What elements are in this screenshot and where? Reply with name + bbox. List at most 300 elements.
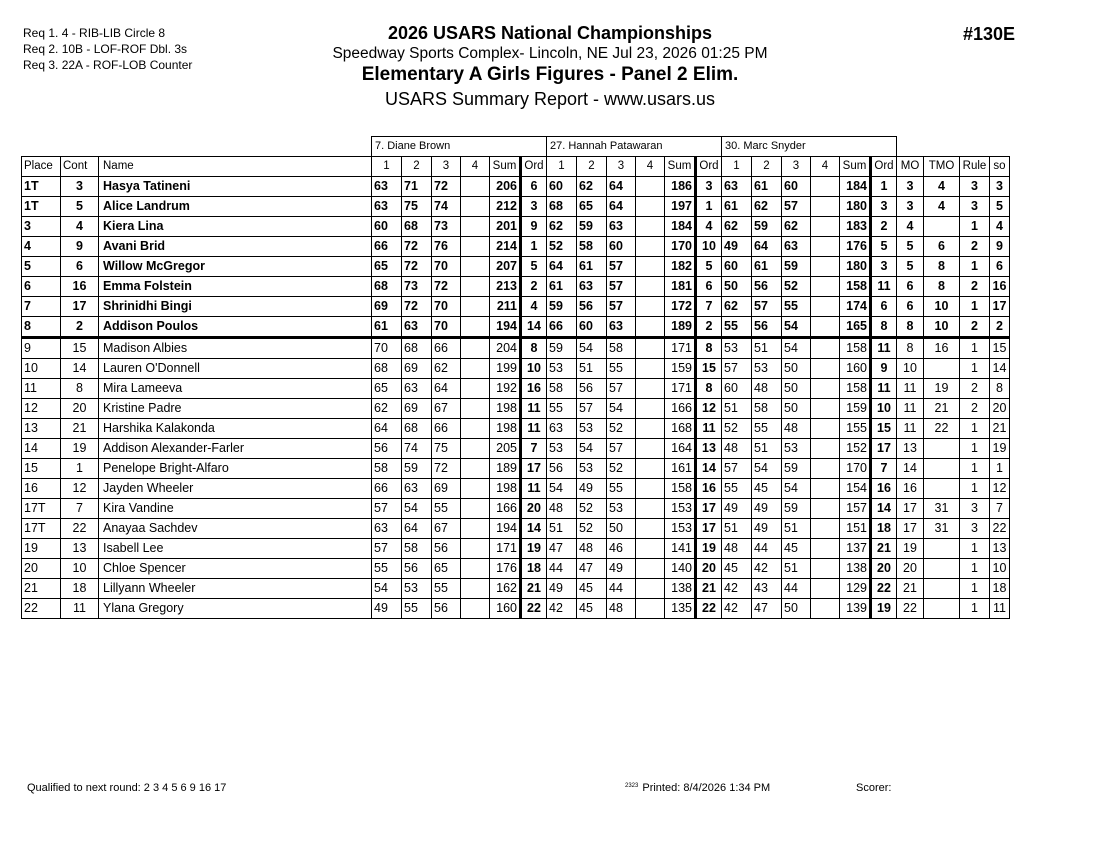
mo-cell: 11 xyxy=(897,419,924,439)
judge-2-score-2-cell: 56 xyxy=(577,297,607,317)
judge-3-score-4-cell xyxy=(811,539,840,559)
judge-1-ordinal-cell: 18 xyxy=(521,559,547,579)
judge-2-score-2-cell: 52 xyxy=(577,519,607,539)
name-cell: Lillyann Wheeler xyxy=(99,579,372,599)
judge-1-score-3-cell: 70 xyxy=(432,257,461,277)
place-cell: 8 xyxy=(22,317,61,338)
table-row xyxy=(22,399,1010,419)
judge-3-score-3-cell: 44 xyxy=(782,579,811,599)
judge-2-sum-cell: 170 xyxy=(665,237,696,257)
table-row xyxy=(22,479,1010,499)
judge-1-score-2-cell: 53 xyxy=(402,579,432,599)
mo-cell: 21 xyxy=(897,579,924,599)
mo-cell: 3 xyxy=(897,197,924,217)
judge-3-ordinal-cell: 21 xyxy=(871,539,897,559)
rule-cell: 1 xyxy=(960,439,990,459)
table-row xyxy=(22,459,1010,479)
judge-1-score-3-cell: 62 xyxy=(432,359,461,379)
judge-2-score-3-cell: 55 xyxy=(607,479,636,499)
judge-1-score-4-cell xyxy=(461,439,490,459)
judge-3-sum-cell: 183 xyxy=(840,217,871,237)
requirement-3: Req 3. 22A - ROF-LOB Counter xyxy=(23,58,193,72)
judge-2-ordinal-cell: 7 xyxy=(696,297,722,317)
judge-3-score-2-cell: 48 xyxy=(752,379,782,399)
judge-2-sum-cell: 153 xyxy=(665,519,696,539)
judge-1-score-4-cell xyxy=(461,297,490,317)
judge-1-score-2-cell: 64 xyxy=(402,519,432,539)
judge-3-ordinal-cell: 10 xyxy=(871,399,897,419)
scorer-label: Scorer: xyxy=(856,782,892,794)
tmo-cell xyxy=(924,217,960,237)
place-cell: 15 xyxy=(22,459,61,479)
col-judge-1-3: 3 xyxy=(432,157,461,177)
judge-1-score-4-cell xyxy=(461,579,490,599)
rule-cell: 1 xyxy=(960,579,990,599)
judge-1-score-3-cell: 76 xyxy=(432,237,461,257)
place-cell: 13 xyxy=(22,419,61,439)
judge-1-ordinal-cell: 10 xyxy=(521,359,547,379)
judge-1-score-2-cell: 63 xyxy=(402,317,432,338)
judge-2-score-2-cell: 57 xyxy=(577,399,607,419)
judge-2-ordinal-cell: 15 xyxy=(696,359,722,379)
scores-table xyxy=(21,136,1010,619)
judge-1-score-2-cell: 72 xyxy=(402,297,432,317)
col-judge-3-ord: Ord xyxy=(871,157,897,177)
judge-1-ordinal-cell: 8 xyxy=(521,338,547,359)
judge-3-score-3-cell: 50 xyxy=(782,379,811,399)
judge-1-ordinal-cell: 3 xyxy=(521,197,547,217)
judge-1-score-1-cell: 70 xyxy=(372,338,402,359)
judge-2-sum-cell: 135 xyxy=(665,599,696,619)
place-cell: 17T xyxy=(22,519,61,539)
judge-2-ordinal-cell: 10 xyxy=(696,237,722,257)
tmo-cell xyxy=(924,439,960,459)
judge-3-score-4-cell xyxy=(811,277,840,297)
judge-2-score-3-cell: 49 xyxy=(607,559,636,579)
judge-1-score-1-cell: 65 xyxy=(372,257,402,277)
judge-2-score-3-cell: 54 xyxy=(607,399,636,419)
judge-1-score-1-cell: 57 xyxy=(372,499,402,519)
judge-2-score-1-cell: 59 xyxy=(547,297,577,317)
judge-3-score-4-cell xyxy=(811,359,840,379)
judge-1-ordinal-cell: 5 xyxy=(521,257,547,277)
judge-2-ordinal-cell: 13 xyxy=(696,439,722,459)
judge-1-sum-cell: 198 xyxy=(490,479,521,499)
judge-1-sum-cell: 213 xyxy=(490,277,521,297)
mo-cell: 22 xyxy=(897,599,924,619)
mo-cell: 6 xyxy=(897,297,924,317)
judge-1-score-1-cell: 62 xyxy=(372,399,402,419)
judge-1-sum-cell: 207 xyxy=(490,257,521,277)
name-cell: Chloe Spencer xyxy=(99,559,372,579)
tmo-cell: 22 xyxy=(924,419,960,439)
name-cell: Hasya Tatineni xyxy=(99,177,372,197)
judge-1-score-1-cell: 69 xyxy=(372,297,402,317)
judge-2-score-4-cell xyxy=(636,459,665,479)
table-row xyxy=(22,317,1010,338)
judge-2-score-2-cell: 53 xyxy=(577,419,607,439)
judge-3-ordinal-cell: 1 xyxy=(871,177,897,197)
judge-1-score-3-cell: 67 xyxy=(432,519,461,539)
judge-3-score-1-cell: 53 xyxy=(722,338,752,359)
judge-2-sum-cell: 140 xyxy=(665,559,696,579)
judge-3-sum-cell: 170 xyxy=(840,459,871,479)
name-cell: Addison Poulos xyxy=(99,317,372,338)
judge-1-name: 7. Diane Brown xyxy=(372,137,547,157)
place-cell: 3 xyxy=(22,217,61,237)
judge-2-ordinal-cell: 12 xyxy=(696,399,722,419)
table-row xyxy=(22,419,1010,439)
judge-3-score-2-cell: 64 xyxy=(752,237,782,257)
judge-3-score-4-cell xyxy=(811,338,840,359)
judge-3-score-1-cell: 60 xyxy=(722,379,752,399)
judge-3-score-2-cell: 61 xyxy=(752,257,782,277)
so-cell: 6 xyxy=(990,257,1010,277)
cont-cell: 21 xyxy=(61,419,99,439)
judge-3-name: 30. Marc Snyder xyxy=(722,137,897,157)
judge-1-score-3-cell: 69 xyxy=(432,479,461,499)
name-cell: Mira Lameeva xyxy=(99,379,372,399)
judge-1-score-3-cell: 56 xyxy=(432,539,461,559)
judge-2-score-3-cell: 57 xyxy=(607,257,636,277)
judge-3-score-2-cell: 57 xyxy=(752,297,782,317)
tmo-cell: 31 xyxy=(924,519,960,539)
judge-2-score-2-cell: 63 xyxy=(577,277,607,297)
judge-3-score-1-cell: 49 xyxy=(722,499,752,519)
judge-3-score-2-cell: 47 xyxy=(752,599,782,619)
rule-cell: 2 xyxy=(960,399,990,419)
judge-2-score-3-cell: 50 xyxy=(607,519,636,539)
judge-3-sum-cell: 154 xyxy=(840,479,871,499)
col-judge-2-2: 2 xyxy=(577,157,607,177)
judge-3-score-4-cell xyxy=(811,197,840,217)
mo-cell: 11 xyxy=(897,399,924,419)
judge-3-score-1-cell: 62 xyxy=(722,217,752,237)
print-info xyxy=(625,782,770,794)
judge-2-score-2-cell: 45 xyxy=(577,579,607,599)
judge-3-score-1-cell: 52 xyxy=(722,419,752,439)
tmo-cell: 8 xyxy=(924,257,960,277)
judge-1-sum-cell: 194 xyxy=(490,317,521,338)
judge-3-score-1-cell: 55 xyxy=(722,317,752,338)
judge-2-score-4-cell xyxy=(636,359,665,379)
judge-3-score-1-cell: 42 xyxy=(722,599,752,619)
judge-2-score-3-cell: 60 xyxy=(607,237,636,257)
cont-cell: 18 xyxy=(61,579,99,599)
judge-2-score-4-cell xyxy=(636,217,665,237)
judge-1-score-4-cell xyxy=(461,479,490,499)
judge-2-sum-cell: 181 xyxy=(665,277,696,297)
name-cell: Kristine Padre xyxy=(99,399,372,419)
judge-3-sum-cell: 176 xyxy=(840,237,871,257)
judge-2-score-4-cell xyxy=(636,419,665,439)
judge-3-sum-cell: 137 xyxy=(840,539,871,559)
judge-1-score-1-cell: 56 xyxy=(372,439,402,459)
so-cell: 22 xyxy=(990,519,1010,539)
tmo-cell xyxy=(924,359,960,379)
place-cell: 7 xyxy=(22,297,61,317)
judge-2-score-2-cell: 61 xyxy=(577,257,607,277)
judge-2-sum-cell: 184 xyxy=(665,217,696,237)
judge-3-ordinal-cell: 18 xyxy=(871,519,897,539)
judge-3-score-4-cell xyxy=(811,177,840,197)
judge-2-score-4-cell xyxy=(636,338,665,359)
place-cell: 11 xyxy=(22,379,61,399)
cont-cell: 12 xyxy=(61,479,99,499)
judge-1-score-4-cell xyxy=(461,599,490,619)
table-row xyxy=(22,359,1010,379)
cont-cell: 20 xyxy=(61,399,99,419)
judge-1-ordinal-cell: 7 xyxy=(521,439,547,459)
table-row xyxy=(22,379,1010,399)
judge-1-sum-cell: 204 xyxy=(490,338,521,359)
judge-2-score-4-cell xyxy=(636,237,665,257)
place-cell: 1T xyxy=(22,177,61,197)
judge-2-ordinal-cell: 2 xyxy=(696,317,722,338)
judge-1-score-4-cell xyxy=(461,539,490,559)
judge-1-score-3-cell: 70 xyxy=(432,297,461,317)
judge-1-score-2-cell: 54 xyxy=(402,499,432,519)
judge-1-sum-cell: 211 xyxy=(490,297,521,317)
cont-cell: 5 xyxy=(61,197,99,217)
judge-1-score-1-cell: 68 xyxy=(372,277,402,297)
cont-cell: 11 xyxy=(61,599,99,619)
tmo-cell: 31 xyxy=(924,499,960,519)
judge-1-score-4-cell xyxy=(461,197,490,217)
so-cell: 2 xyxy=(990,317,1010,338)
judge-1-score-3-cell: 66 xyxy=(432,419,461,439)
judge-1-ordinal-cell: 14 xyxy=(521,519,547,539)
place-cell: 19 xyxy=(22,539,61,559)
judge-2-sum-cell: 171 xyxy=(665,338,696,359)
judge-3-sum-cell: 158 xyxy=(840,338,871,359)
judge-1-score-3-cell: 65 xyxy=(432,559,461,579)
judge-1-ordinal-cell: 11 xyxy=(521,479,547,499)
judge-2-score-1-cell: 64 xyxy=(547,257,577,277)
judge-1-score-4-cell xyxy=(461,217,490,237)
tmo-cell: 16 xyxy=(924,338,960,359)
judge-3-score-4-cell xyxy=(811,257,840,277)
judge-3-score-3-cell: 48 xyxy=(782,419,811,439)
judge-3-score-2-cell: 49 xyxy=(752,499,782,519)
qualified-list: Qualified to next round: 2 3 4 5 6 9 16 17 xyxy=(27,782,227,794)
judge-1-sum-cell: 212 xyxy=(490,197,521,217)
judge-3-ordinal-cell: 11 xyxy=(871,277,897,297)
judge-1-score-1-cell: 55 xyxy=(372,559,402,579)
judge-1-ordinal-cell: 21 xyxy=(521,579,547,599)
judge-1-score-2-cell: 59 xyxy=(402,459,432,479)
name-cell: Avani Brid xyxy=(99,237,372,257)
judge-1-ordinal-cell: 17 xyxy=(521,459,547,479)
so-cell: 4 xyxy=(990,217,1010,237)
judge-1-ordinal-cell: 16 xyxy=(521,379,547,399)
judge-3-score-4-cell xyxy=(811,499,840,519)
table-row xyxy=(22,539,1010,559)
col-judge-1-ord: Ord xyxy=(521,157,547,177)
judge-1-ordinal-cell: 6 xyxy=(521,177,547,197)
judge-3-score-3-cell: 60 xyxy=(782,177,811,197)
col-judge-1-2: 2 xyxy=(402,157,432,177)
judge-1-score-1-cell: 63 xyxy=(372,177,402,197)
so-cell: 16 xyxy=(990,277,1010,297)
table-row xyxy=(22,197,1010,217)
place-cell: 21 xyxy=(22,579,61,599)
judge-2-score-4-cell xyxy=(636,439,665,459)
col-judge-1-sum: Sum xyxy=(490,157,521,177)
judge-2-sum-cell: 197 xyxy=(665,197,696,217)
judge-1-score-2-cell: 56 xyxy=(402,559,432,579)
mo-cell: 17 xyxy=(897,499,924,519)
mo-cell: 20 xyxy=(897,559,924,579)
championship-title: 2026 USARS National Championships xyxy=(387,23,713,43)
so-cell: 7 xyxy=(990,499,1010,519)
name-cell: Emma Folstein xyxy=(99,277,372,297)
judge-3-score-4-cell xyxy=(811,297,840,317)
judge-3-ordinal-cell: 19 xyxy=(871,599,897,619)
judge-3-sum-cell: 180 xyxy=(840,257,871,277)
judge-2-score-1-cell: 62 xyxy=(547,217,577,237)
judge-3-score-1-cell: 61 xyxy=(722,197,752,217)
print-code: 2323 xyxy=(625,783,639,789)
mo-cell: 16 xyxy=(897,479,924,499)
rule-cell: 1 xyxy=(960,599,990,619)
judge-1-ordinal-cell: 2 xyxy=(521,277,547,297)
judge-1-score-2-cell: 73 xyxy=(402,277,432,297)
so-cell: 1 xyxy=(990,459,1010,479)
judge-1-score-4-cell xyxy=(461,338,490,359)
judge-3-score-1-cell: 62 xyxy=(722,297,752,317)
judge-1-ordinal-cell: 1 xyxy=(521,237,547,257)
judge-2-score-1-cell: 52 xyxy=(547,237,577,257)
judge-3-score-2-cell: 42 xyxy=(752,559,782,579)
judge-3-score-1-cell: 48 xyxy=(722,539,752,559)
judge-2-sum-cell: 159 xyxy=(665,359,696,379)
judge-2-score-4-cell xyxy=(636,519,665,539)
judge-3-sum-cell: 152 xyxy=(840,439,871,459)
tmo-cell: 4 xyxy=(924,177,960,197)
judge-2-ordinal-cell: 8 xyxy=(696,338,722,359)
table-row xyxy=(22,338,1010,359)
place-cell: 9 xyxy=(22,338,61,359)
place-cell: 6 xyxy=(22,277,61,297)
mo-cell: 8 xyxy=(897,338,924,359)
col-judge-3-sum: Sum xyxy=(840,157,871,177)
judge-2-score-3-cell: 52 xyxy=(607,419,636,439)
judge-1-sum-cell: 206 xyxy=(490,177,521,197)
judge-1-sum-cell: 205 xyxy=(490,439,521,459)
judge-1-score-4-cell xyxy=(461,419,490,439)
judge-1-score-1-cell: 54 xyxy=(372,579,402,599)
mo-cell: 3 xyxy=(897,177,924,197)
judge-1-sum-cell: 192 xyxy=(490,379,521,399)
col-judge-2-sum: Sum xyxy=(665,157,696,177)
judge-1-score-1-cell: 66 xyxy=(372,479,402,499)
judge-1-score-2-cell: 72 xyxy=(402,237,432,257)
judge-2-score-4-cell xyxy=(636,257,665,277)
tmo-cell xyxy=(924,459,960,479)
rule-cell: 2 xyxy=(960,277,990,297)
place-cell: 5 xyxy=(22,257,61,277)
judge-1-score-3-cell: 73 xyxy=(432,217,461,237)
judge-1-sum-cell: 201 xyxy=(490,217,521,237)
tmo-cell xyxy=(924,559,960,579)
judge-1-score-4-cell xyxy=(461,359,490,379)
judge-1-score-1-cell: 49 xyxy=(372,599,402,619)
judge-2-sum-cell: 141 xyxy=(665,539,696,559)
col-judge-2-ord: Ord xyxy=(696,157,722,177)
place-cell: 22 xyxy=(22,599,61,619)
judge-1-score-3-cell: 56 xyxy=(432,599,461,619)
cont-cell: 7 xyxy=(61,499,99,519)
table-row xyxy=(22,579,1010,599)
judge-3-score-3-cell: 51 xyxy=(782,519,811,539)
tmo-cell: 8 xyxy=(924,277,960,297)
judge-3-sum-cell: 157 xyxy=(840,499,871,519)
judge-3-score-3-cell: 59 xyxy=(782,257,811,277)
judge-3-score-3-cell: 57 xyxy=(782,197,811,217)
tmo-cell: 19 xyxy=(924,379,960,399)
judge-1-sum-cell: 189 xyxy=(490,459,521,479)
tmo-cell: 21 xyxy=(924,399,960,419)
judge-2-score-4-cell xyxy=(636,579,665,599)
judge-3-score-2-cell: 51 xyxy=(752,338,782,359)
judge-2-score-4-cell xyxy=(636,277,665,297)
judge-1-score-2-cell: 63 xyxy=(402,379,432,399)
judge-2-score-3-cell: 64 xyxy=(607,197,636,217)
judge-2-sum-cell: 153 xyxy=(665,499,696,519)
judge-3-score-1-cell: 60 xyxy=(722,257,752,277)
col-cont: Cont xyxy=(61,157,99,177)
cont-cell: 1 xyxy=(61,459,99,479)
judge-1-score-2-cell: 68 xyxy=(402,419,432,439)
judge-2-score-2-cell: 54 xyxy=(577,338,607,359)
name-cell: Alice Landrum xyxy=(99,197,372,217)
requirement-1: Req 1. 4 - RIB-LIB Circle 8 xyxy=(23,26,166,40)
judge-1-score-4-cell xyxy=(461,237,490,257)
judge-1-sum-cell: 176 xyxy=(490,559,521,579)
judge-1-ordinal-cell: 9 xyxy=(521,217,547,237)
judge-3-ordinal-cell: 14 xyxy=(871,499,897,519)
judge-1-score-3-cell: 64 xyxy=(432,379,461,399)
judge-2-score-3-cell: 57 xyxy=(607,439,636,459)
judge-2-score-2-cell: 48 xyxy=(577,539,607,559)
tmo-cell: 10 xyxy=(924,297,960,317)
judge-2-score-3-cell: 57 xyxy=(607,297,636,317)
judge-2-ordinal-cell: 1 xyxy=(696,197,722,217)
judge-3-sum-cell: 158 xyxy=(840,379,871,399)
judge-2-sum-cell: 186 xyxy=(665,177,696,197)
judge-2-ordinal-cell: 4 xyxy=(696,217,722,237)
col-judge-3-2: 2 xyxy=(752,157,782,177)
judge-3-score-4-cell xyxy=(811,317,840,338)
judge-1-ordinal-cell: 11 xyxy=(521,419,547,439)
event-title: Elementary A Girls Figures - Panel 2 Elim. xyxy=(361,64,739,85)
mo-cell: 14 xyxy=(897,459,924,479)
judge-1-score-1-cell: 61 xyxy=(372,317,402,338)
judge-3-sum-cell: 158 xyxy=(840,277,871,297)
cont-cell: 6 xyxy=(61,257,99,277)
table-row xyxy=(22,177,1010,197)
judge-3-ordinal-cell: 15 xyxy=(871,419,897,439)
so-cell: 13 xyxy=(990,539,1010,559)
name-cell: Anayaa Sachdev xyxy=(99,519,372,539)
judge-3-sum-cell: 165 xyxy=(840,317,871,338)
judge-3-sum-cell: 160 xyxy=(840,359,871,379)
judge-1-score-1-cell: 63 xyxy=(372,197,402,217)
judge-1-score-4-cell xyxy=(461,459,490,479)
cont-cell: 22 xyxy=(61,519,99,539)
rule-cell: 1 xyxy=(960,257,990,277)
